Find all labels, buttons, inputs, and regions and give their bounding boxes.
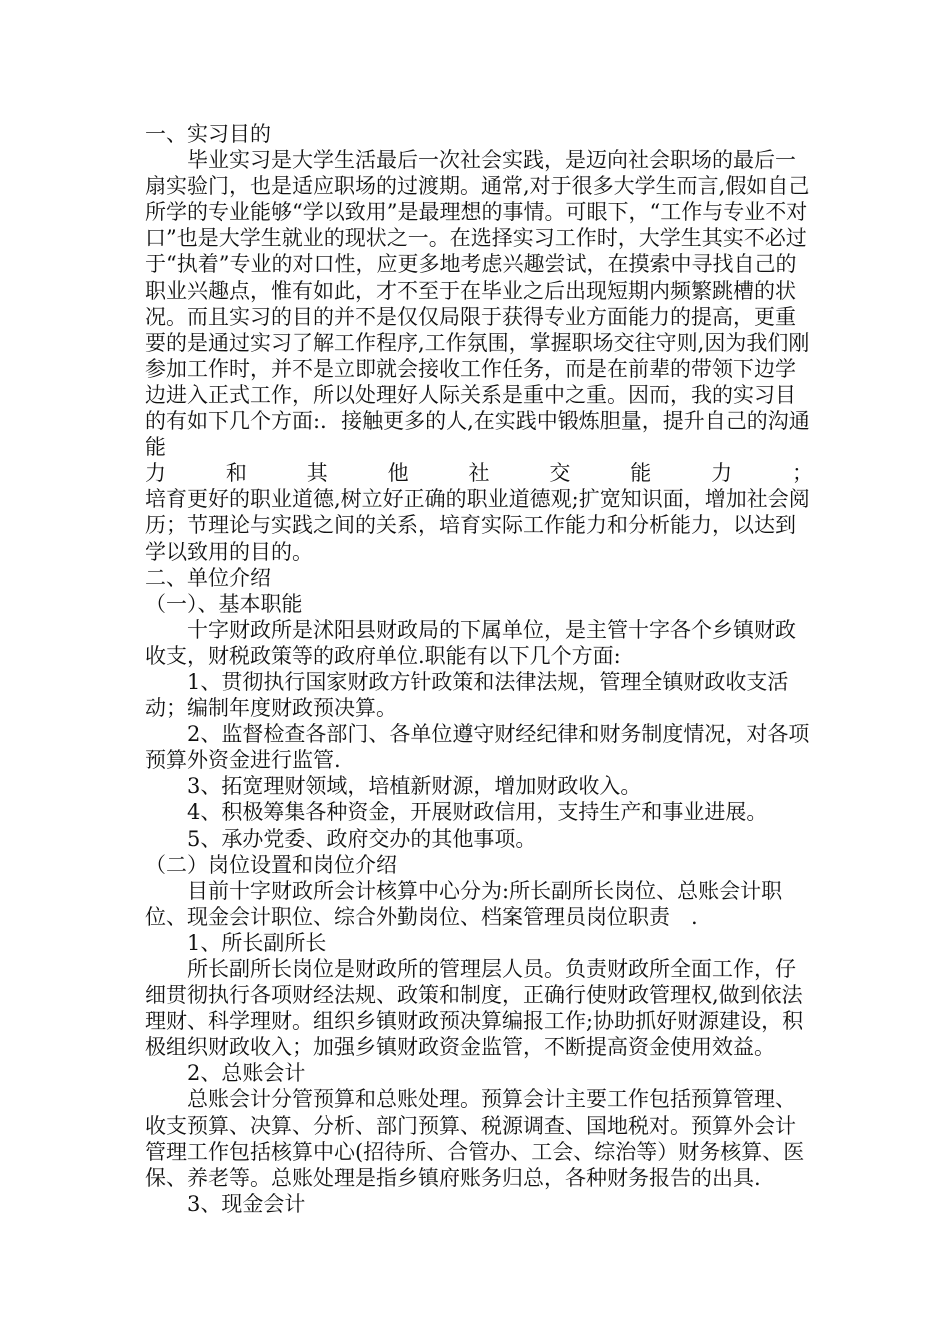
- spread-char: 社: [468, 461, 490, 486]
- position-title-cash-accountant: 3、现金会计: [187, 1191, 306, 1216]
- function-item-4: 4、积极筹集各种资金，开展财政信用，支持生产和事业进展。: [187, 800, 768, 825]
- document-page: [145, 121, 813, 1217]
- position-body-general-ledger: 总账会计分管预算和总账处理。预算会计主要工作包括预算管理、收支预算、决算、分析、部门预算、税源调查、国地税对。预算外会计管理工作包括核算中心(招待所、合管办、工会、综治等）财务核算、医保、养老等。总账处理是指乡镇府账务归总，各种财务报告的出具.: [145, 1087, 805, 1190]
- paragraph-unit-description: 十字财政所是沭阳县财政局的下属单位，是主管十字各个乡镇财政收支，财税政策等的政府单位.职能有以下几个方面:: [145, 617, 796, 668]
- paragraph-internship-purpose: 毕业实习是大学生活最后一次社会实践，是迈向社会职场的最后一扇实验门，也是适应职场的过渡期。通常,对于很多大学生而言,假如自己所学的专业能够“学以致用”是最理想的事情。可眼下，“工作与专业不对口”也是大学生就业的现状之一。在选择实习工作时，大学生其实不必过于“执着”专业的对口性，应更多地考虑兴趣尝试，在摸索中寻找自己的职业兴趣点，惟有如此，才不至于在毕业之后出现短期内频繁跳槽的状况。而且实习的目的并不是仅仅局限于获得专业方面能力的提高，更重要的是通过实习了解工作程序,工作氛围，掌握职场交往守则,因为我们刚参加工作时，并不是立即就会接收工作任务，而是在前辈的带领下边学边进入正式工作，所以处理好人际关系是重中之重。因而，我的实习目的有如下几个方面:．接触更多的人,在实践中锻炼胆量，提升自己的沟通能: [145, 148, 810, 460]
- spread-char: 和: [225, 461, 247, 486]
- spread-char: 其: [306, 461, 328, 486]
- position-title-director: 1、所长副所长: [187, 930, 327, 955]
- subsection-heading-positions: （二）岗位设置和岗位介绍: [145, 852, 397, 877]
- spread-char: 力: [711, 461, 733, 486]
- spread-char: ；: [792, 461, 813, 486]
- spread-char: 他: [387, 461, 409, 486]
- section-heading-unit-intro: 二、单位介绍: [145, 565, 271, 590]
- spread-line: [145, 460, 813, 486]
- spread-char: 能: [630, 461, 652, 486]
- section-heading-internship-purpose: 一、实习目的: [145, 122, 271, 146]
- subsection-heading-basic-functions: （一）、基本职能: [145, 591, 303, 616]
- spread-char: 力: [145, 461, 166, 486]
- function-item-2: 2、监督检查各部门、各单位遵守财经纪律和财务制度情况，对各项预算外资金进行监管.: [145, 722, 810, 773]
- function-item-1: 1、贯彻执行国家财政方针政策和法律法规，管理全镇财政收支活动；编制年度财政预决算。: [145, 669, 789, 721]
- paragraph-internship-goals: 培育更好的职业道德,树立好正确的职业道德观;扩宽知识面，增加社会阅历；节理论与实践之间的关系，培育实际工作能力和分析能力，以达到学以致用的目的。: [145, 487, 810, 564]
- function-item-3: 3、拓宽理财领域，培植新财源，增加财政收入。: [187, 774, 642, 799]
- position-body-director: 所长副所长岗位是财政所的管理层人员。负责财政所全面工作，仔细贯彻执行各项财经法规、政策和制度，正确行使财政管理权,做到依法理财、科学理财。组织乡镇财政预决算编报工作;协助抓好财源建设，积极组织财政收入；加强乡镇财政资金监管，不断提高资金使用效益。: [145, 957, 804, 1060]
- function-item-5: 5、承办党委、政府交办的其他事项。: [187, 826, 537, 851]
- position-title-general-ledger: 2、总账会计: [187, 1061, 306, 1086]
- spread-char: 交: [549, 461, 571, 486]
- paragraph-positions-overview: 目前十字财政所会计核算中心分为:所长副所长岗位、总账会计职位、现金会计职位、综合外勤岗位、档案管理员岗位职责 .: [145, 878, 783, 929]
